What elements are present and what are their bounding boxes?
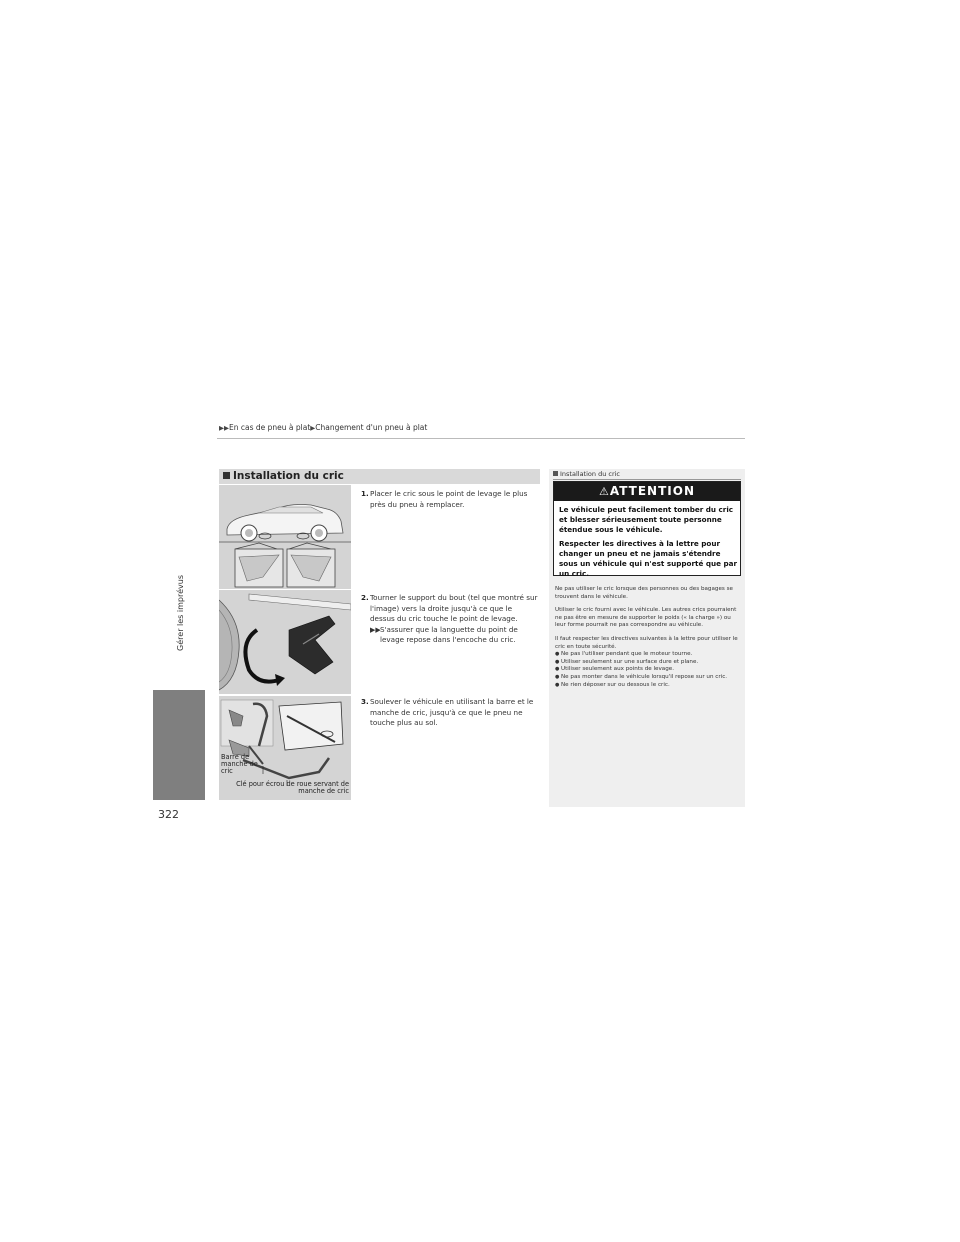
double-arrow-icon: ▶▶ <box>370 625 381 634</box>
safety-bullet-list <box>555 651 741 689</box>
warning-icon: ⚠ <box>598 485 610 498</box>
note-3: Il faut respecter les directives suivantes à la lettre pour utiliser le cric en toute sécurité. <box>555 635 738 650</box>
reference-box-icon <box>553 471 558 476</box>
step-text: Placer le cric sous le point de levage le plus près du pneu à remplacer. <box>370 489 528 509</box>
warning-paragraph-1: Le véhicule peut facilement tomber du cric et blesser sérieusement toute personne étendue sous le véhicule. <box>559 505 734 534</box>
jack-rotation-illustration <box>219 590 351 694</box>
breadcrumb-arrow-icon: ▶ <box>310 424 316 432</box>
step-number: 2. <box>361 593 369 602</box>
step-text: Tourner le support du bout (tel que montré sur l'image) vers la droite jusqu'à ce que le dessus du cric touche le point de levage. <box>370 593 538 623</box>
list-item: ● Ne pas l'utiliser pendant que le moteur tourne. <box>555 651 741 659</box>
figure-jack-points <box>219 485 351 589</box>
step-subnote <box>370 625 539 646</box>
breadcrumb-part-2: Changement d'un pneu à plat <box>315 423 428 432</box>
breadcrumb <box>219 423 427 432</box>
chapter-label: Gérer les imprévus <box>176 575 185 651</box>
list-item: ● Utiliser seulement sur une surface dure et plane. <box>555 659 741 667</box>
breadcrumb-arrow-icon: ▶▶ <box>219 424 229 432</box>
callout-jack-bar: Barre de manche de cric <box>221 753 258 776</box>
breadcrumb-part-1: En cas de pneu à plat <box>229 423 311 432</box>
list-item: ● Ne rien déposer sur ou dessous le cric. <box>555 682 741 690</box>
notes <box>555 586 741 689</box>
step-text: Soulever le véhicule en utilisant la barre et le manche de cric, jusqu'à ce que le pneu ne touche plus au sol. <box>370 697 534 727</box>
page-number: 322 <box>158 808 179 821</box>
step-subnote-text: S'assurer que la languette du point de levage repose dans l'encoche du cric. <box>380 624 518 644</box>
step-number: 1. <box>361 489 369 498</box>
warning-box <box>553 481 741 576</box>
warning-title: ATTENTION <box>609 484 695 498</box>
section-heading <box>219 469 540 484</box>
info-title-text: Installation du cric <box>560 470 621 478</box>
step-3 <box>361 697 539 729</box>
car-lift-points-illustration <box>219 485 351 589</box>
callout-wheel-wrench: Clé pour écrou de roue servant de manche de cric <box>236 780 349 796</box>
square-bullet-icon <box>223 472 230 479</box>
list-item: ● Ne pas monter dans le véhicule lorsqu'il repose sur un cric. <box>555 674 741 682</box>
warning-header <box>554 482 740 501</box>
list-item: ● Utiliser seulement aux points de levage. <box>555 666 741 674</box>
warning-text <box>559 505 737 583</box>
info-title <box>553 470 620 478</box>
figure-jack-handle <box>219 696 351 800</box>
chapter-tab <box>153 690 205 800</box>
warning-paragraph-2: Respecter les directives à la lettre pour changer un pneu et ne jamais s'étendre sous un véhicule qui n'est supporté que par un cric. <box>559 539 738 578</box>
note-2: Utiliser le cric fourni avec le véhicule. Les autres crics pourraient ne pas être en mesure de supporter le poids (« la charge ») ou leur forme pourrait ne pas correspondre au véhicule. <box>555 607 737 629</box>
step-number: 3. <box>361 697 369 706</box>
note-1: Ne pas utiliser le cric lorsque des personnes ou des bagages se trouvent dans le véhicule. <box>555 586 733 600</box>
info-rule <box>553 479 741 480</box>
section-title: Installation du cric <box>233 470 344 482</box>
figure-turn-jack <box>219 590 351 694</box>
step-2 <box>361 593 539 646</box>
header-rule <box>217 438 745 439</box>
step-1 <box>361 489 539 510</box>
